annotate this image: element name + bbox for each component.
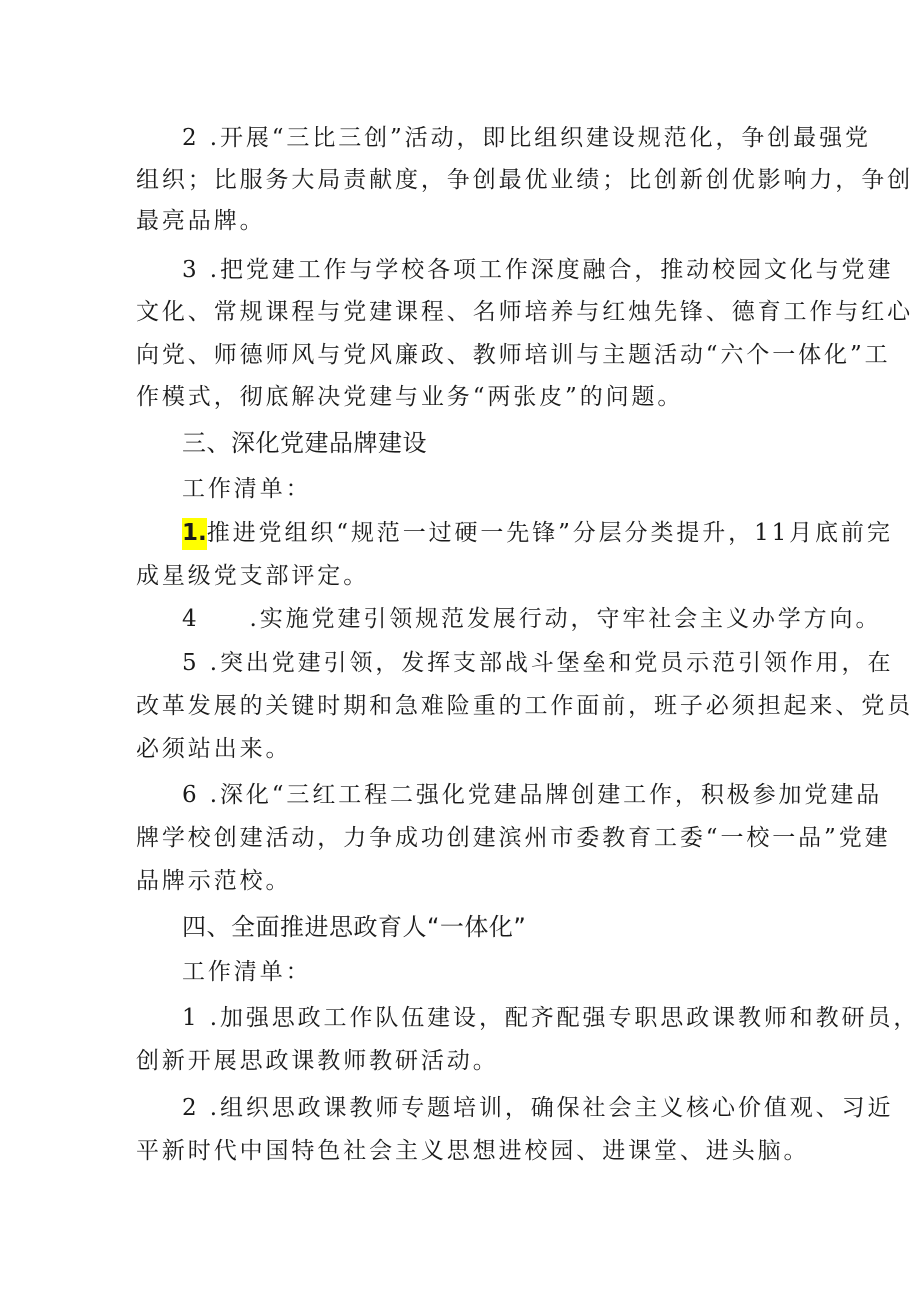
paragraph-line: 最亮品牌。: [136, 208, 266, 234]
paragraph-line: [182, 604, 881, 634]
paragraph-text: 推进党组织“规范一过硬一先锋”分层分类提升，11月底前完: [206, 520, 893, 546]
paragraph-text: .实施党建引领规范发展行动，守牢社会主义办学方向。: [249, 606, 882, 632]
paragraph-line: 创新开展思政课教师教研活动。: [136, 1048, 499, 1074]
paragraph-line: 平新时代中国特色社会主义思想进校园、进课堂、进头脑。: [136, 1138, 810, 1164]
paragraph-line: 文化、常规课程与党建课程、名师培养与红烛先锋、德育工作与红心: [136, 299, 913, 325]
item-number: 4: [182, 606, 200, 632]
paragraph-line: 2 .组织思政课教师专题培训，确保社会主义核心价值观、习近: [182, 1095, 894, 1121]
paragraph-line: 1 .加强思政工作队伍建设，配齐配强专职思政课教师和教研员，: [182, 1005, 920, 1031]
paragraph-line: 品牌示范校。: [136, 868, 292, 894]
highlighted-number: 1.: [182, 518, 207, 550]
paragraph-line: 6 .深化“三红工程二强化党建品牌创建工作，积极参加党建品: [182, 782, 883, 808]
worklist-label: 工作清单：: [182, 476, 312, 502]
paragraph-line: 组织；比服务大局责献度，争创最优业绩；比创新创优影响力，争创: [136, 167, 913, 193]
paragraph-line: 成星级党支部评定。: [136, 563, 370, 589]
section-heading: 四、全面推进思政育人“一体化”: [182, 913, 527, 941]
paragraph-line: [182, 518, 893, 548]
paragraph-line: 5 .突出党建引领，发挥支部战斗堡垒和党员示范引领作用，在: [182, 650, 894, 676]
paragraph-line: 牌学校创建活动，力争成功创建滨州市委教育工委“一校一品”党建: [136, 825, 891, 851]
paragraph-line: 必须站出来。: [136, 736, 292, 762]
paragraph-line: 作模式，彻底解决党建与业务“两张皮”的问题。: [136, 384, 684, 410]
paragraph-line: 3 .把党建工作与学校各项工作深度融合，推动校园文化与党建: [182, 257, 894, 283]
paragraph-line: 改革发展的关键时期和急难险重的工作面前，班子必须担起来、党员: [136, 693, 913, 719]
section-heading: 三、深化党建品牌建设: [182, 429, 427, 457]
paragraph-line: 2 .开展“三比三创”活动，即比组织建设规范化，争创最强党: [182, 125, 871, 151]
worklist-label: 工作清单：: [182, 959, 312, 985]
paragraph-line: 向党、师德师风与党风廉政、教师培训与主题活动“六个一体化”工: [136, 342, 891, 368]
